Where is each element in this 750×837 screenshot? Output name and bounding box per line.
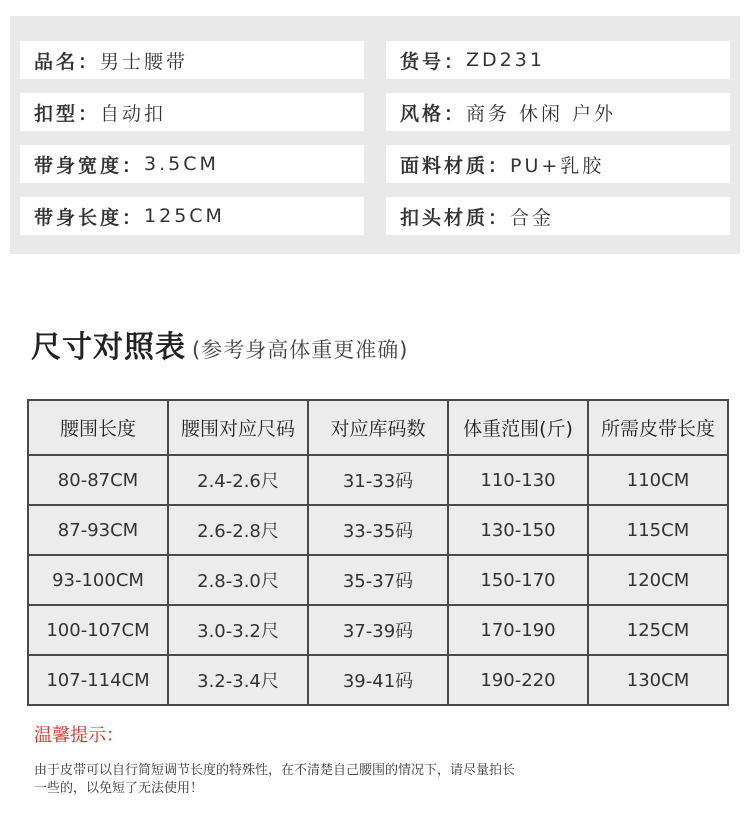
table-cell: 3.0-3.2尺 — [168, 605, 308, 655]
header-waist-size: 腰围对应尺码 — [168, 400, 308, 455]
table-row — [28, 555, 728, 605]
spec-value: 125CM — [144, 205, 225, 227]
table-cell: 107-114CM — [28, 655, 168, 705]
spec-label: 面料材质： — [400, 154, 511, 177]
spec-label: 品名： — [34, 50, 101, 73]
spec-buckle-material — [386, 197, 730, 235]
table-cell: 39-41码 — [308, 655, 448, 705]
spec-label: 带身长度： — [34, 206, 145, 229]
spec-label: 扣头材质： — [400, 206, 511, 229]
table-cell: 3.2-3.4尺 — [168, 655, 308, 705]
spec-belt-width — [20, 145, 364, 183]
spec-material — [386, 145, 730, 183]
table-cell: 80-87CM — [28, 455, 168, 505]
table-cell: 35-37码 — [308, 555, 448, 605]
spec-value: 自动扣 — [100, 102, 167, 125]
spec-value: 商务 休闲 户外 — [466, 102, 617, 125]
table-cell: 2.8-3.0尺 — [168, 555, 308, 605]
product-spec-panel — [10, 16, 740, 254]
header-waist-length: 腰围长度 — [28, 400, 168, 455]
table-cell: 110-130 — [448, 455, 588, 505]
header-pants-size: 对应库码数 — [308, 400, 448, 455]
spec-buckle-type — [20, 93, 364, 131]
notice-text-line-1: 由于皮带可以自行简短调节长度的特殊性，在不清楚自己腰围的情况下，请尽量拍长 — [34, 763, 516, 778]
table-row — [28, 655, 728, 705]
size-chart-subtitle: (参考身高体重更准确) — [192, 338, 409, 362]
table-row — [28, 505, 728, 555]
table-cell: 100-107CM — [28, 605, 168, 655]
table-header-row — [28, 400, 728, 455]
spec-label: 带身宽度： — [34, 154, 145, 177]
spec-value: ZD231 — [466, 49, 545, 71]
table-cell: 115CM — [588, 505, 728, 555]
notice-title: 温馨提示： — [34, 725, 124, 746]
spec-style — [386, 93, 730, 131]
table-cell: 87-93CM — [28, 505, 168, 555]
spec-value: 合金 — [510, 206, 555, 229]
table-cell: 37-39码 — [308, 605, 448, 655]
spec-value: 3.5CM — [144, 153, 219, 175]
table-cell: 150-170 — [448, 555, 588, 605]
spec-value: 男士腰带 — [100, 50, 189, 73]
size-chart-heading — [31, 322, 408, 366]
notice-text-line-2: 一些的，以免短了无法使用！ — [34, 781, 204, 796]
spec-label: 扣型： — [34, 102, 101, 125]
spec-item-number — [386, 41, 730, 79]
spec-belt-length — [20, 197, 364, 235]
table-cell: 33-35码 — [308, 505, 448, 555]
spec-value: PU+乳胶 — [510, 154, 605, 177]
table-cell: 130-150 — [448, 505, 588, 555]
table-row — [28, 455, 728, 505]
table-cell: 120CM — [588, 555, 728, 605]
table-cell: 170-190 — [448, 605, 588, 655]
header-belt-length: 所需皮带长度 — [588, 400, 728, 455]
header-weight-range: 体重范围(斤) — [448, 400, 588, 455]
size-chart-table — [27, 399, 729, 706]
table-cell: 93-100CM — [28, 555, 168, 605]
spec-label: 货号： — [400, 50, 467, 73]
table-cell: 2.6-2.8尺 — [168, 505, 308, 555]
table-cell: 110CM — [588, 455, 728, 505]
table-cell: 31-33码 — [308, 455, 448, 505]
spec-label: 风格： — [400, 102, 467, 125]
table-cell: 2.4-2.6尺 — [168, 455, 308, 505]
table-row — [28, 605, 728, 655]
size-chart-title: 尺寸对照表 — [31, 330, 186, 365]
spec-product-name — [20, 41, 364, 79]
table-cell: 125CM — [588, 605, 728, 655]
table-cell: 130CM — [588, 655, 728, 705]
table-cell: 190-220 — [448, 655, 588, 705]
